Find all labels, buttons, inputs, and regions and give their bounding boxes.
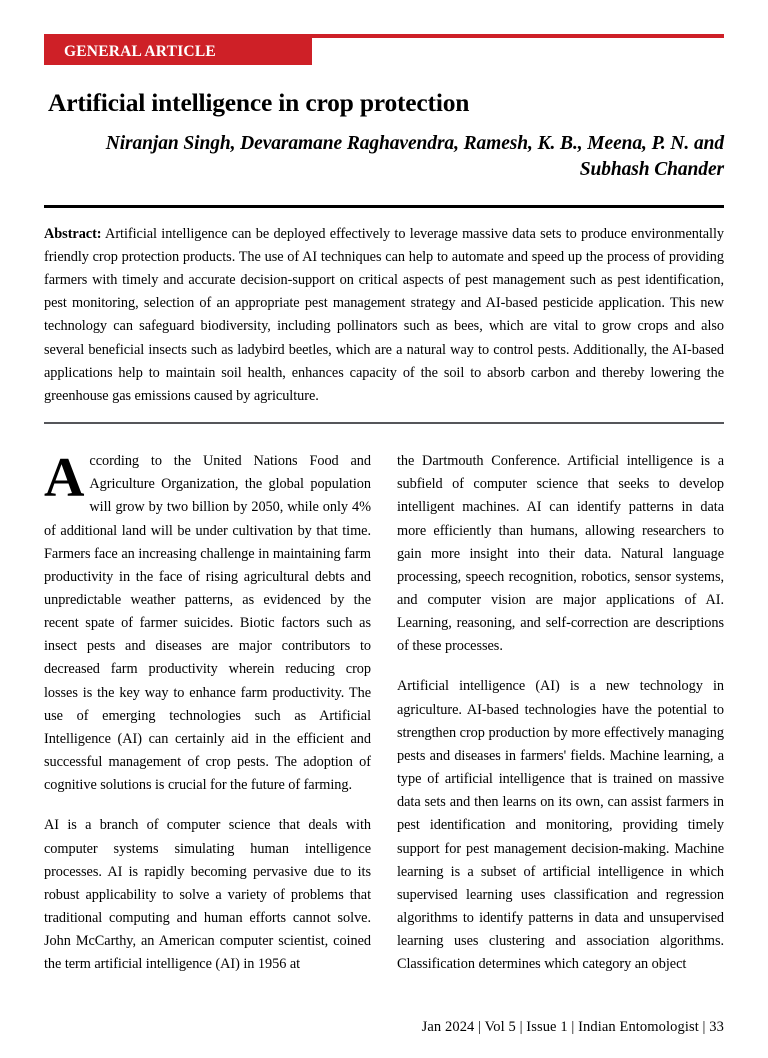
abstract-block [44, 223, 724, 408]
paragraph: Artificial intelligence (AI) is a new technology in agriculture. AI-based technologies have the potential to strengthen crop production by more effectively managing pests and diseases in farmers' fields. Machine learning, a type of artificial intelligence that is trained on massive data sets and then learns on its own, can assist farmers in pest identification and monitoring, providing timely support for pest management decision-making. Machine learning is a subset of artificial intelligence in which supervised learning uses classification and regression algorithms to identify patterns in data and unsupervised learning uses clustering and association algorithms. Classification determines which category an object [397, 678, 724, 973]
paragraph: According to the United Nations Food and Agriculture Organization, the global population will grow by two billion by 2050, while only 4% of additional land will be under cultivation by that time. Farmers face an increasing challenge in maintaining farm productivity in the face of rising agricultural debts and unpredictable weather patterns, as evidenced by the recent spate of farmer suicides. Biotic factors such as insect pests and diseases are major contributors to decreased farm productivity wherein reducing crop losses is the key way to enhance farm productivity. The use of emerging technologies such as Artificial Intelligence (AI) can certainly aid in the efficient and successful management of crop pests. The adoption of cognitive solutions is crucial for the future of farming. [44, 447, 371, 794]
section-tag-badge [44, 38, 312, 65]
abstract-label: Abstract: [44, 225, 102, 242]
article-page [0, 34, 768, 1058]
paragraph: AI is a branch of computer science that deals with computer systems simulating human intelligence processes. AI is rapidly becoming pervasive due to its robust applicability to solve a variety of problems that traditional computing and human efforts cannot solve. John McCarthy, an American computer scientist, coined the term artificial intelligence (AI) in 1956 at [44, 817, 371, 973]
page-title: Artificial intelligence in crop protection [48, 88, 470, 117]
body-column-left [44, 447, 371, 976]
paragraph: the Dartmouth Conference. Artificial intelligence is a subfield of computer science that seeks to develop intelligent machines. AI can identify patterns in data more efficiently than humans, allowing researchers to gain more insight into their data. Natural language processing, speech recognition, robotics, sensor systems, and computer vision are major applications of AI. Learning, reasoning, and self-correction are descriptions of these processes. [397, 453, 724, 655]
abstract-top-rule [44, 205, 724, 208]
header-band [44, 34, 724, 80]
abstract-bottom-rule [44, 422, 724, 424]
abstract-text: Artificial intelligence can be deployed effectively to leverage massive data sets to produce environmentally friendly crop protection products. The use of AI techniques can help to automate and speed up the process of providing farmers with timely and accurate decision-support on critical aspects of pest management such as pest identification, pest monitoring, selection of an appropriate pest management strategy and AI-based pesticide application. This new technology can safeguard biodiversity, including pollinators such as bees, which are vital to grow crops and also several beneficial insects such as ladybird beetles, which are a natural way to control pests. Additionally, the AI-based applications help to maintain soil health, enhances capacity of the soil to absorb carbon and thereby lowering the greenhouse gas emissions caused by agriculture. [44, 225, 724, 404]
section-tag-label: GENERAL ARTICLE [64, 42, 216, 60]
page-footer: Jan 2024 | Vol 5 | Issue 1 | Indian Entomologist | 33 [421, 1019, 724, 1035]
body-column-right [397, 450, 724, 976]
body-columns [44, 447, 724, 976]
author-list: Niranjan Singh, Devaramane Raghavendra, Ramesh, K. B., Meena, P. N. and Subhash Chander [105, 133, 724, 181]
